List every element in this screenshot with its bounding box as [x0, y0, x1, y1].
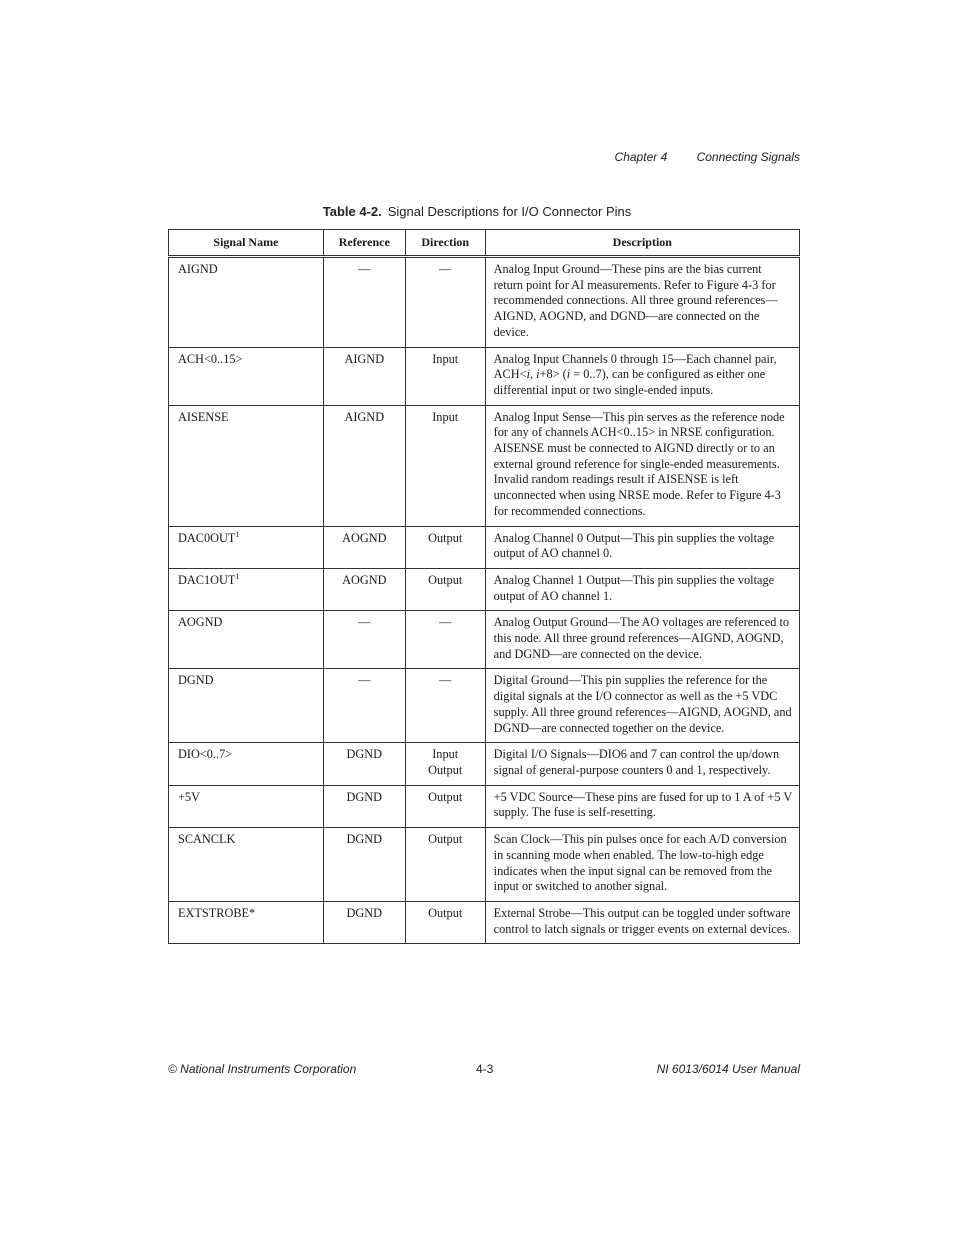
cell-reference: AOGND	[323, 568, 405, 610]
copyright-text: © National Instruments Corporation	[168, 1062, 357, 1076]
cell-direction: Output	[405, 828, 485, 902]
table-row	[169, 568, 800, 610]
cell-description: Analog Output Ground—The AO voltages are referenced to this node. All three ground references—AIGND, AOGND, and DGND—are connected on the device.	[485, 611, 799, 669]
page-footer	[168, 1062, 800, 1078]
desc-part: ,	[529, 367, 537, 382]
cell-description: +5 VDC Source—These pins are fused for up to 1 A of +5 V supply. The fuse is self-resetting.	[485, 785, 799, 827]
cell-reference: AOGND	[323, 526, 405, 568]
cell-direction: Output	[405, 568, 485, 610]
cell-reference: DGND	[323, 901, 405, 943]
table-row	[169, 669, 800, 743]
cell-reference: DGND	[323, 828, 405, 902]
cell-signal	[169, 568, 324, 610]
table-row	[169, 526, 800, 568]
table-row	[169, 611, 800, 669]
col-header-signal-name: Signal Name	[169, 230, 324, 257]
cell-description: External Strobe—This output can be toggled under software control to latch signals or trigger events on external devices.	[485, 901, 799, 943]
table-row	[169, 901, 800, 943]
cell-description: Analog Input Ground—These pins are the bias current return point for AI measurements. Refer to Figure 4-3 for recommended connections. All three ground references—AIGND, AOGND, and DGND—are connected on the device.	[485, 257, 799, 348]
cell-signal: +5V	[169, 785, 324, 827]
manual-title: NI 6013/6014 User Manual	[656, 1062, 800, 1076]
table-header-row	[169, 230, 800, 257]
cell-direction: —	[405, 257, 485, 348]
table-row	[169, 743, 800, 785]
cell-reference: —	[323, 669, 405, 743]
chapter-label: Chapter 4	[614, 150, 668, 164]
desc-part: = 0..7), can be configured as either one differential input or two single-ended inputs.	[493, 367, 766, 397]
cell-reference: AIGND	[323, 405, 405, 526]
signal-text: DAC1OUT	[178, 572, 236, 587]
cell-reference: AIGND	[323, 347, 405, 405]
footnote-marker: 1	[235, 529, 240, 539]
cell-description	[485, 347, 799, 405]
cell-description: Analog Channel 1 Output—This pin supplies the voltage output of AO channel 1.	[485, 568, 799, 610]
direction-input: Input	[432, 747, 459, 762]
table-row	[169, 257, 800, 348]
cell-direction: Output	[405, 526, 485, 568]
col-header-reference: Reference	[323, 230, 405, 257]
direction-output: Output	[428, 762, 463, 777]
cell-signal: DIO<0..7>	[169, 743, 324, 785]
col-header-direction: Direction	[405, 230, 485, 257]
cell-reference: —	[323, 257, 405, 348]
cell-signal: DGND	[169, 669, 324, 743]
cell-direction: Output	[405, 901, 485, 943]
cell-signal: AISENSE	[169, 405, 324, 526]
cell-direction: —	[405, 611, 485, 669]
signal-table	[168, 229, 800, 944]
cell-signal: EXTSTROBE*	[169, 901, 324, 943]
table-title: Signal Descriptions for I/O Connector Pins	[387, 204, 632, 219]
table-row	[169, 405, 800, 526]
table-row	[169, 828, 800, 902]
table-row	[169, 785, 800, 827]
cell-signal: AOGND	[169, 611, 324, 669]
cell-reference: DGND	[323, 785, 405, 827]
cell-signal	[169, 526, 324, 568]
cell-signal: AIGND	[169, 257, 324, 348]
cell-description: Analog Channel 0 Output—This pin supplies the voltage output of AO channel 0.	[485, 526, 799, 568]
desc-italic: i	[566, 367, 571, 382]
table-number: Table 4-2.	[322, 204, 382, 219]
page-number: 4-3	[476, 1062, 494, 1076]
cell-direction	[405, 743, 485, 785]
cell-description: Analog Input Sense—This pin serves as the reference node for any of channels ACH<0..15> in NRSE configuration. AISENSE must be connected to AIGND directly or to an external ground reference for single-ended measurements. Invalid random readings result if AISENSE is left unconnected when using NRSE mode. Refer to Figure 4-3 for recommended connections.	[485, 405, 799, 526]
section-label: Connecting Signals	[696, 150, 800, 164]
cell-direction: Input	[405, 405, 485, 526]
col-header-description: Description	[485, 230, 799, 257]
table-caption	[0, 204, 954, 219]
cell-signal: ACH<0..15>	[169, 347, 324, 405]
footnote-marker: 1	[235, 571, 240, 581]
desc-part: Analog Input Channels 0 through 15—Each channel pair, ACH<	[493, 351, 777, 382]
desc-italic: i	[536, 367, 540, 382]
cell-reference: DGND	[323, 743, 405, 785]
cell-direction: Input	[405, 347, 485, 405]
cell-description: Scan Clock—This pin pulses once for each A/D conversion in scanning mode when enabled. The low-to-high edge indicates when the input signal can be removed from the input or switched to another signal.	[485, 828, 799, 902]
cell-description: Digital I/O Signals—DIO6 and 7 can control the up/down signal of general-purpose counters 0 and 1, respectively.	[485, 743, 799, 785]
cell-reference: —	[323, 611, 405, 669]
cell-signal: SCANCLK	[169, 828, 324, 902]
running-header	[615, 150, 800, 164]
signal-text: DAC0OUT	[178, 530, 236, 545]
cell-direction: —	[405, 669, 485, 743]
table-row	[169, 347, 800, 405]
cell-direction: Output	[405, 785, 485, 827]
cell-description: Digital Ground—This pin supplies the reference for the digital signals at the I/O connector as well as the +5 VDC supply. All three ground references—AIGND, AOGND, and DGND—are connected together on the device.	[485, 669, 799, 743]
desc-part: +8> (	[539, 367, 567, 382]
desc-italic: i	[526, 367, 530, 382]
